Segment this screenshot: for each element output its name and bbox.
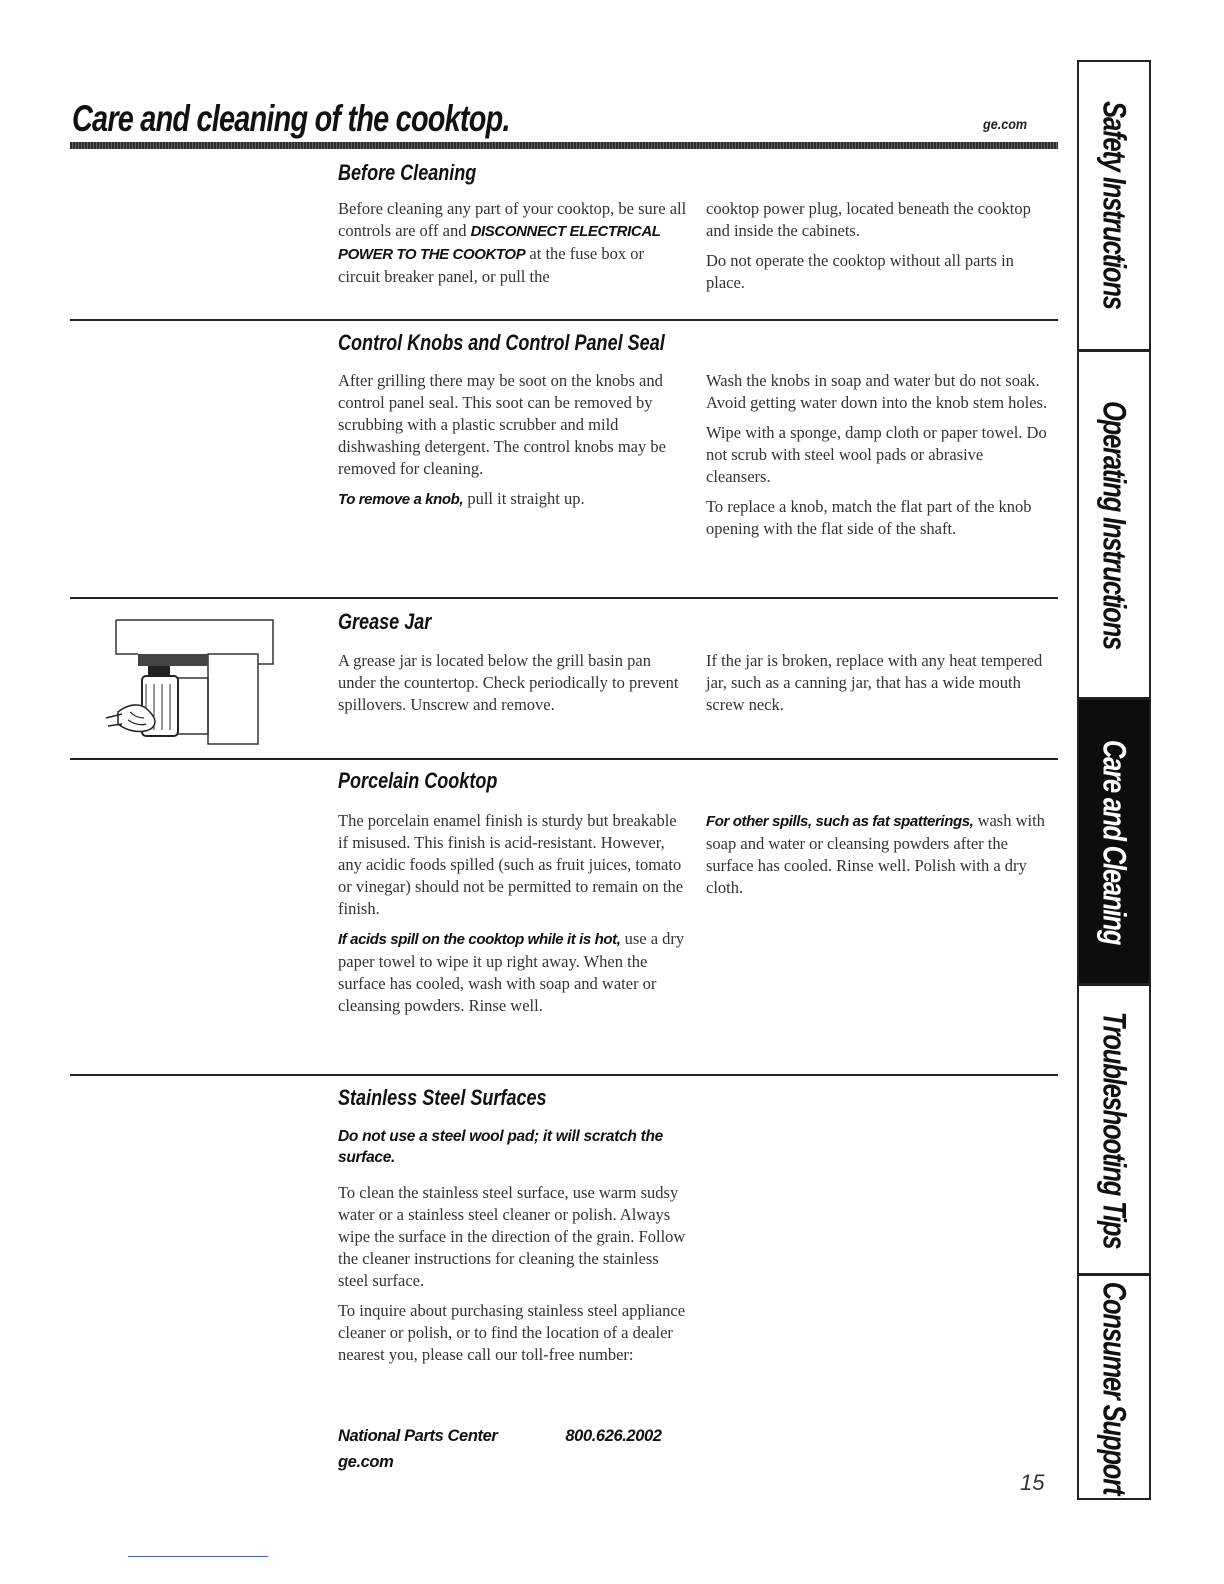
before-cleaning-left bbox=[338, 198, 690, 296]
tab-strip-frame bbox=[1077, 60, 1151, 1500]
tab-label: Care and Cleaning bbox=[1096, 739, 1133, 944]
tab-label: Safety Instructions bbox=[1096, 100, 1133, 309]
page-number: 15 bbox=[1020, 1470, 1045, 1495]
porcelain-spills-text: For other spills, such as fat spatterings, wash with soap and water or cleansing powders after the surface has cooled. Rinse well. Polish with a dry cloth. bbox=[706, 811, 1045, 897]
page-title: Care and cleaning of the cooktop. bbox=[72, 98, 510, 139]
site-link[interactable]: ge.com bbox=[983, 116, 1028, 132]
tab-label: Operating Instructions bbox=[1096, 400, 1133, 649]
control-knobs-text: To replace a knob, match the flat part of the knob opening with the flat side of the shaft. bbox=[706, 497, 1032, 538]
control-knobs-right bbox=[706, 370, 1051, 548]
contact-web[interactable]: ge.com bbox=[338, 1453, 394, 1471]
section-divider bbox=[70, 758, 1058, 760]
section-divider bbox=[70, 1074, 1058, 1076]
section-title-grease-jar: Grease Jar bbox=[338, 609, 432, 634]
porcelain-text: The porcelain enamel finish is sturdy but breakable if misused. This finish is acid-resistant. However, any acidic foods spilled (such as fruit juices, tomato or vinegar) should not be permitted to remain on the finish. bbox=[338, 811, 684, 918]
grease-jar-illustration bbox=[98, 614, 278, 748]
title-rule bbox=[70, 142, 1058, 149]
before-cleaning-paragraph: Before cleaning any part of your cooktop, be sure all controls are off and DISCONNECT ELECTRICAL POWER TO THE COOKTOP at the fuse box or circuit breaker panel, or pull the bbox=[338, 199, 687, 286]
control-knobs-text: Wash the knobs in soap and water but do not soak. Avoid getting water down into the knob stem holes. bbox=[706, 371, 1048, 412]
porcelain-acid-text: If acids spill on the cooktop while it is hot, use a dry paper towel to wipe it up right away. When the surface has cooled, wash with soap and water or cleansing powders. Rinse well. bbox=[338, 929, 685, 1015]
grease-jar-left bbox=[338, 650, 690, 724]
section-title-stainless-steel: Stainless Steel Surfaces bbox=[338, 1085, 547, 1110]
stainless-left bbox=[338, 1126, 690, 1374]
section-divider bbox=[70, 597, 1058, 599]
control-knobs-text: Wipe with a sponge, damp cloth or paper towel. Do not scrub with steel wool pads or abrasive cleansers. bbox=[706, 423, 1047, 486]
contact-block bbox=[338, 1426, 662, 1472]
stainless-text: To inquire about purchasing stainless steel appliance cleaner or polish, or to find the location of a dealer nearest you, please call our toll-free number: bbox=[338, 1301, 686, 1364]
control-knobs-text: After grilling there may be soot on the knobs and control panel seal. This soot can be removed by scrubbing with a plastic scrubber and mild dishwashing detergent. The control knobs may be removed for cleaning. bbox=[338, 371, 666, 478]
before-cleaning-text: cooktop power plug, located beneath the cooktop and inside the cabinets. bbox=[706, 199, 1031, 240]
tab-label: Consumer Support bbox=[1096, 1281, 1133, 1495]
scan-artifact-line bbox=[128, 1556, 268, 1557]
before-cleaning-right bbox=[706, 198, 1051, 302]
section-divider bbox=[70, 319, 1058, 321]
porcelain-right bbox=[706, 810, 1051, 907]
grease-jar-right bbox=[706, 650, 1051, 724]
tab-label: Troubleshooting Tips bbox=[1096, 1011, 1133, 1248]
section-title-control-knobs: Control Knobs and Control Panel Seal bbox=[338, 330, 665, 355]
section-title-before-cleaning: Before Cleaning bbox=[338, 160, 477, 185]
grease-jar-text: A grease jar is located below the grill basin pan under the countertop. Check periodically to prevent spillovers. Unscrew and remove. bbox=[338, 651, 679, 714]
grease-jar-text: If the jar is broken, replace with any heat tempered jar, such as a canning jar, that has a wide mouth screw neck. bbox=[706, 651, 1043, 714]
contact-phone[interactable]: 800.626.2002 bbox=[565, 1427, 662, 1445]
contact-name: National Parts Center bbox=[338, 1427, 498, 1445]
porcelain-left bbox=[338, 810, 690, 1025]
before-cleaning-text: Do not operate the cooktop without all parts in place. bbox=[706, 251, 1014, 292]
stainless-text: To clean the stainless steel surface, use warm sudsy water or a stainless steel cleaner or polish. Always wipe the surface in the direction of the grain. Follow the cleaner instructions for cleaning the stainless steel surface. bbox=[338, 1183, 686, 1290]
section-tabs bbox=[1077, 60, 1151, 1500]
section-title-porcelain-cooktop: Porcelain Cooktop bbox=[338, 768, 498, 793]
stainless-warning: Do not use a steel wool pad; it will scratch the surface. bbox=[338, 1128, 663, 1166]
control-knobs-left bbox=[338, 370, 690, 519]
control-knobs-remove-text: To remove a knob, pull it straight up. bbox=[338, 489, 585, 508]
